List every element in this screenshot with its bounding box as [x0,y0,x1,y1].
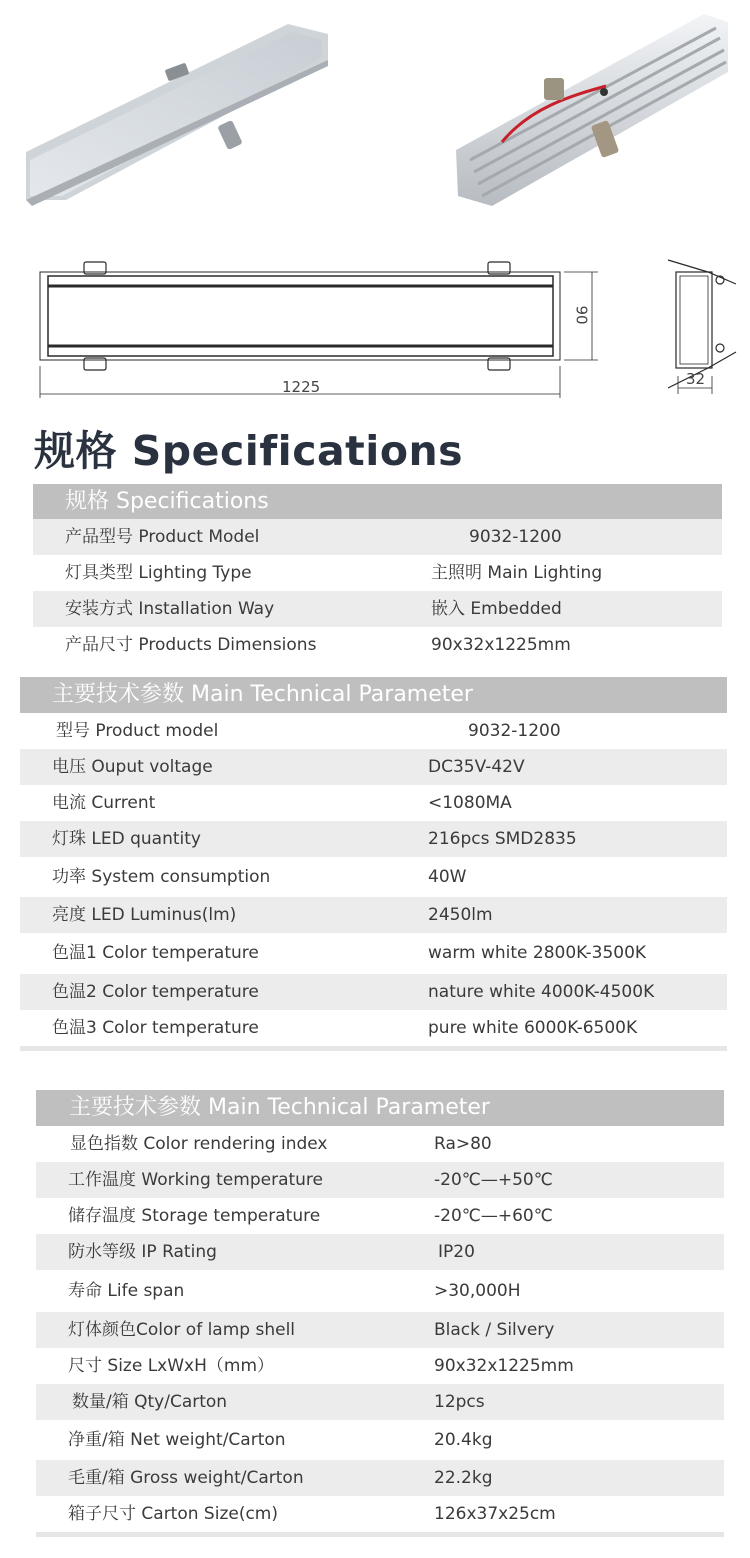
table-row [20,821,727,857]
lamp-rear-photo [456,14,728,206]
table-row [20,897,727,933]
row-value: 90x32x1225mm [434,1356,574,1376]
row-value: 嵌入 Embedded [431,599,562,619]
row-value: 12pcs [434,1392,485,1412]
row-label: 工作温度 Working temperature [68,1170,323,1190]
spec-table [33,484,722,663]
row-label: 色温3 Color temperature [52,1018,259,1038]
table-row [20,933,727,974]
table-row [36,1460,724,1496]
table-row [33,591,722,627]
table-row [36,1126,724,1162]
row-value: 90x32x1225mm [431,635,571,655]
row-value: 40W [428,867,467,887]
dimension-depth-label: 32 [686,370,706,388]
row-value: 126x37x25cm [434,1504,556,1524]
row-label: 灯具类型 Lighting Type [65,563,252,583]
row-label: 防水等级 IP Rating [68,1242,217,1262]
table-row [33,555,722,591]
row-label: 储存温度 Storage temperature [68,1206,321,1226]
row-value: Black / Silvery [434,1320,555,1340]
row-label: 亮度 LED Luminus(lm) [52,905,237,925]
table-row [36,1496,724,1532]
row-label: 色温2 Color temperature [52,982,259,1002]
row-value: 9032-1200 [469,527,562,547]
product-photo-illustrations [0,0,750,240]
row-label: 尺寸 Size LxWxH（mm） [68,1356,275,1376]
row-value: IP20 [438,1242,475,1262]
tech-table-header: 主要技术参数 Main Technical Parameter [20,677,727,713]
tech-table-2-header: 主要技术参数 Main Technical Parameter [36,1090,724,1126]
table-row [20,713,727,749]
dimension-length-label: 1225 [282,378,321,396]
row-label: 电压 Ouput voltage [52,757,213,777]
row-label: 电流 Current [52,793,156,813]
row-value: 2450lm [428,905,493,925]
table-row [36,1270,724,1312]
row-label: 产品型号 Product Model [65,527,260,547]
table-row [36,1312,724,1348]
table-footer-bar [20,1046,727,1051]
tech-table [20,677,727,1051]
table-row [36,1198,724,1234]
table-row [20,785,727,821]
table-row [36,1420,724,1460]
row-value: -20℃—+60℃ [434,1206,553,1226]
table-row [36,1384,724,1420]
table-row [33,627,722,663]
row-label: 安装方式 Installation Way [65,599,275,619]
row-label: 数量/箱 Qty/Carton [72,1392,228,1412]
row-value: 主照明 Main Lighting [431,563,603,583]
row-label: 净重/箱 Net weight/Carton [68,1430,286,1450]
row-value: 9032-1200 [468,721,561,741]
row-label: 功率 System consumption [52,867,271,887]
tech-table-2 [36,1090,724,1537]
row-label: 色温1 Color temperature [52,943,259,963]
row-label: 显色指数 Color rendering index [70,1134,328,1154]
row-value: <1080MA [428,793,512,813]
row-value: warm white 2800K-3500K [428,943,647,963]
row-value: pure white 6000K-6500K [428,1018,638,1038]
table-row [33,519,722,555]
table-row [20,974,727,1010]
dimension-height-label: 90 [572,305,591,325]
page-title: 规格 Specifications [34,427,464,475]
technical-drawing [0,248,750,408]
row-label: 寿命 Life span [68,1281,185,1301]
table-row [36,1162,724,1198]
row-value: Ra>80 [434,1134,492,1154]
table-row [36,1234,724,1270]
row-value: DC35V-42V [428,757,525,777]
row-value: 22.2kg [434,1468,493,1488]
dimension-drawings [0,248,750,408]
row-label: 箱子尺寸 Carton Size(cm) [68,1504,278,1524]
row-label: 毛重/箱 Gross weight/Carton [68,1468,304,1488]
row-value: nature white 4000K-4500K [428,982,655,1002]
row-label: 灯体颜色Color of lamp shell [68,1320,296,1340]
row-label: 型号 Product model [56,721,219,741]
table-row [36,1348,724,1384]
table-footer-bar [36,1532,724,1537]
row-label: 产品尺寸 Products Dimensions [65,635,317,655]
row-value: 216pcs SMD2835 [428,829,577,849]
product-photos [0,0,750,240]
row-label: 灯珠 LED quantity [52,829,201,849]
row-value: -20℃—+50℃ [434,1170,553,1190]
spec-table-header: 规格 Specifications [33,484,722,519]
lamp-front-photo [26,24,328,206]
row-value: 20.4kg [434,1430,493,1450]
table-row [20,857,727,897]
row-value: >30,000H [434,1281,521,1301]
table-row [20,1010,727,1046]
table-row [20,749,727,785]
